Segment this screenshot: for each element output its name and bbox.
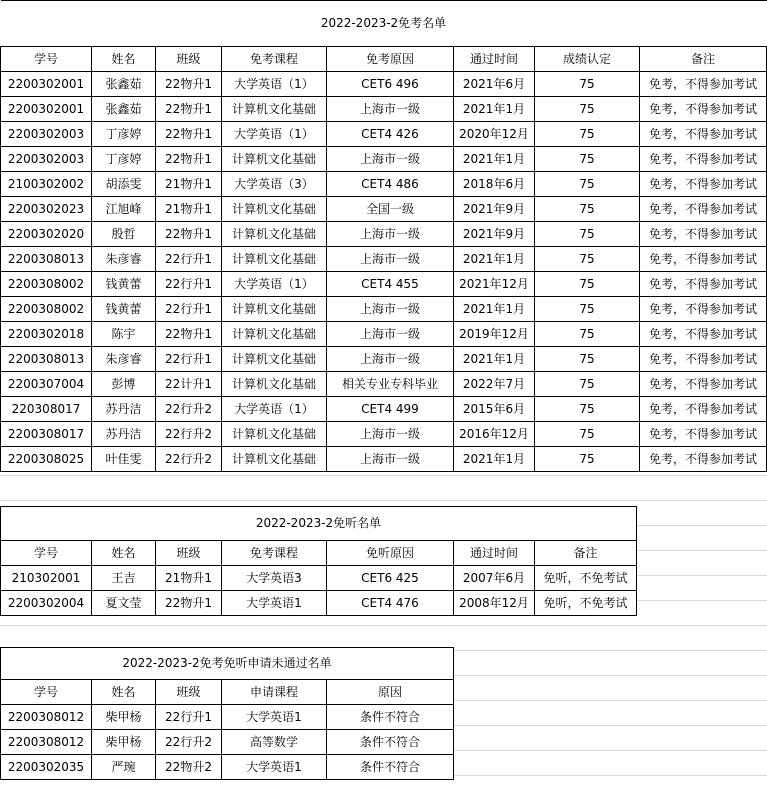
table-cell: 条件不符合 xyxy=(327,730,454,755)
table-cell: CET4 486 xyxy=(327,172,454,197)
column-header: 原因 xyxy=(327,680,454,705)
table-cell: 殷哲 xyxy=(92,222,156,247)
table-cell: 柴甲杨 xyxy=(92,730,156,755)
table-cell: 王吉 xyxy=(92,566,156,591)
rejected-title: 2022-2023-2免考免听申请未通过名单 xyxy=(1,648,454,680)
table-cell: 2008年12月 xyxy=(454,591,535,616)
table-cell: 2018年6月 xyxy=(454,172,535,197)
table-cell: 22计升1 xyxy=(156,372,222,397)
table-row xyxy=(1,447,767,472)
table-cell: 上海市一级 xyxy=(327,422,454,447)
table-cell: 免考，不得参加考试 xyxy=(640,197,767,222)
table-cell: 大学英语1 xyxy=(222,755,327,780)
table-cell: 免听，不免考试 xyxy=(535,591,637,616)
table-cell: 2200302004 xyxy=(1,591,92,616)
table-cell: 条件不符合 xyxy=(327,705,454,730)
table-row xyxy=(1,297,767,322)
table-row xyxy=(1,247,767,272)
table-cell: 全国一级 xyxy=(327,197,454,222)
column-header: 姓名 xyxy=(92,680,156,705)
table-cell: 220308017 xyxy=(1,397,92,422)
table-cell: 75 xyxy=(535,222,640,247)
table-row xyxy=(1,322,767,347)
table-row xyxy=(1,372,767,397)
table-cell: 2200308025 xyxy=(1,447,92,472)
column-header: 免考原因 xyxy=(327,47,454,72)
table-cell: 22物升1 xyxy=(156,591,222,616)
table-row xyxy=(1,397,767,422)
column-header: 班级 xyxy=(156,47,222,72)
table-cell: 75 xyxy=(535,72,640,97)
column-header: 免听原因 xyxy=(327,541,454,566)
table-row xyxy=(1,422,767,447)
table-cell: 75 xyxy=(535,297,640,322)
table-row xyxy=(1,222,767,247)
table-cell: 22行升2 xyxy=(156,422,222,447)
table-cell: 计算机文化基础 xyxy=(222,222,327,247)
table-cell: 朱彦睿 xyxy=(92,247,156,272)
table-cell: 苏丹洁 xyxy=(92,422,156,447)
table-cell: 75 xyxy=(535,272,640,297)
table-cell: 22物升2 xyxy=(156,755,222,780)
table-cell: 叶佳雯 xyxy=(92,447,156,472)
column-header: 通过时间 xyxy=(454,47,535,72)
table-cell: 22行升2 xyxy=(156,730,222,755)
table-cell: 2200302018 xyxy=(1,322,92,347)
table-cell: 75 xyxy=(535,447,640,472)
table-cell: 大学英语3 xyxy=(222,566,327,591)
table-cell: CET4 499 xyxy=(327,397,454,422)
table-cell: 计算机文化基础 xyxy=(222,447,327,472)
table-cell: 2200302001 xyxy=(1,72,92,97)
table-cell: 2016年12月 xyxy=(454,422,535,447)
table-cell: 张鑫茹 xyxy=(92,97,156,122)
table-cell: 210302001 xyxy=(1,566,92,591)
table-cell: CET6 496 xyxy=(327,72,454,97)
table-cell: 免听，不免考试 xyxy=(535,566,637,591)
column-header: 班级 xyxy=(156,541,222,566)
table-cell: 免考，不得参加考试 xyxy=(640,172,767,197)
table-cell: 免考，不得参加考试 xyxy=(640,397,767,422)
table-cell: 高等数学 xyxy=(222,730,327,755)
table-cell: 大学英语1 xyxy=(222,591,327,616)
table-cell: 2019年12月 xyxy=(454,322,535,347)
table-cell: 22物升1 xyxy=(156,147,222,172)
table-cell: 2007年6月 xyxy=(454,566,535,591)
table-cell: 大学英语（1） xyxy=(222,397,327,422)
table-cell: 75 xyxy=(535,172,640,197)
table-cell: 计算机文化基础 xyxy=(222,297,327,322)
table-cell: 21物升1 xyxy=(156,197,222,222)
table-cell: 22行升1 xyxy=(156,297,222,322)
table-cell: 2021年1月 xyxy=(454,447,535,472)
table-cell: 朱彦睿 xyxy=(92,347,156,372)
column-header: 免考课程 xyxy=(222,47,327,72)
column-header: 免考课程 xyxy=(222,541,327,566)
column-header: 姓名 xyxy=(92,47,156,72)
table-cell: 2021年1月 xyxy=(454,97,535,122)
table-cell: 大学英语（1） xyxy=(222,72,327,97)
table-cell: 22物升1 xyxy=(156,222,222,247)
table-cell: 夏文莹 xyxy=(92,591,156,616)
table-cell: 2200302020 xyxy=(1,222,92,247)
table-cell: 陈宇 xyxy=(92,322,156,347)
table-cell: 2015年6月 xyxy=(454,397,535,422)
table-cell: 计算机文化基础 xyxy=(222,322,327,347)
table-cell: 免考，不得参加考试 xyxy=(640,147,767,172)
table-cell: 2200308013 xyxy=(1,347,92,372)
table-cell: 22物升1 xyxy=(156,122,222,147)
table-cell: 22行升1 xyxy=(156,272,222,297)
table-cell: 2021年1月 xyxy=(454,347,535,372)
table-cell: 75 xyxy=(535,197,640,222)
table-cell: 2021年9月 xyxy=(454,222,535,247)
table-cell: 上海市一级 xyxy=(327,97,454,122)
table-cell: 2200308012 xyxy=(1,730,92,755)
table-cell: 免考，不得参加考试 xyxy=(640,322,767,347)
table-cell: CET4 476 xyxy=(327,591,454,616)
table-cell: 2200302003 xyxy=(1,147,92,172)
table-cell: 上海市一级 xyxy=(327,297,454,322)
table-cell: 江旭峰 xyxy=(92,197,156,222)
table-cell: CET4 455 xyxy=(327,272,454,297)
table-cell: 22行升1 xyxy=(156,705,222,730)
table-cell: 条件不符合 xyxy=(327,755,454,780)
table-cell: CET6 425 xyxy=(327,566,454,591)
table-cell: 苏丹洁 xyxy=(92,397,156,422)
table-cell: 免考，不得参加考试 xyxy=(640,122,767,147)
table-cell: 上海市一级 xyxy=(327,347,454,372)
table-row xyxy=(1,122,767,147)
table-cell: 2200308002 xyxy=(1,297,92,322)
table-cell: 22物升1 xyxy=(156,322,222,347)
table-cell: 2021年1月 xyxy=(454,247,535,272)
table-cell: 钱黄蕾 xyxy=(92,297,156,322)
table-row xyxy=(1,347,767,372)
table-cell: 2200308017 xyxy=(1,422,92,447)
table-cell: 2021年1月 xyxy=(454,147,535,172)
table-cell: 免考，不得参加考试 xyxy=(640,72,767,97)
column-header: 备注 xyxy=(535,541,637,566)
table-cell: 75 xyxy=(535,397,640,422)
table-cell: 21物升1 xyxy=(156,172,222,197)
table-cell: 计算机文化基础 xyxy=(222,372,327,397)
table-cell: 2200302035 xyxy=(1,755,92,780)
table-cell: 张鑫茹 xyxy=(92,72,156,97)
table-cell: 免考，不得参加考试 xyxy=(640,272,767,297)
table-cell: CET4 426 xyxy=(327,122,454,147)
column-header: 备注 xyxy=(640,47,767,72)
table-cell: 钱黄蕾 xyxy=(92,272,156,297)
table-cell: 免考，不得参加考试 xyxy=(640,222,767,247)
table-cell: 2200302023 xyxy=(1,197,92,222)
column-header: 班级 xyxy=(156,680,222,705)
table-cell: 上海市一级 xyxy=(327,222,454,247)
table-row xyxy=(1,147,767,172)
table-cell: 21物升1 xyxy=(156,566,222,591)
table-cell: 2021年12月 xyxy=(454,272,535,297)
column-header: 学号 xyxy=(1,541,92,566)
table-cell: 75 xyxy=(535,347,640,372)
table-cell: 计算机文化基础 xyxy=(222,147,327,172)
table-cell: 丁彦婷 xyxy=(92,147,156,172)
table-cell: 22物升1 xyxy=(156,72,222,97)
table-cell: 上海市一级 xyxy=(327,147,454,172)
table-cell: 大学英语1 xyxy=(222,705,327,730)
table-row xyxy=(1,197,767,222)
table-cell: 2200302003 xyxy=(1,122,92,147)
table-cell: 75 xyxy=(535,97,640,122)
table-cell: 免考，不得参加考试 xyxy=(640,347,767,372)
table-cell: 2021年6月 xyxy=(454,72,535,97)
table-cell: 2200308013 xyxy=(1,247,92,272)
exam-exempt-title: 2022-2023-2免考名单 xyxy=(1,1,767,47)
table-cell: 75 xyxy=(535,422,640,447)
table-cell: 2021年9月 xyxy=(454,197,535,222)
listen-exempt-table xyxy=(0,506,637,616)
table-row xyxy=(1,97,767,122)
table-cell: 大学英语（1） xyxy=(222,272,327,297)
rejected-table xyxy=(0,647,454,780)
table-cell: 22行升2 xyxy=(156,397,222,422)
listen-exempt-header-row xyxy=(1,541,637,566)
table-row xyxy=(1,272,767,297)
column-header: 申请课程 xyxy=(222,680,327,705)
table-cell: 免考，不得参加考试 xyxy=(640,372,767,397)
table-cell: 22行升1 xyxy=(156,247,222,272)
table-cell: 大学英语（1） xyxy=(222,122,327,147)
table-row xyxy=(1,755,454,780)
table-cell: 2200308012 xyxy=(1,705,92,730)
table-cell: 免考，不得参加考试 xyxy=(640,247,767,272)
table-cell: 22行升1 xyxy=(156,347,222,372)
table-cell: 丁彦婷 xyxy=(92,122,156,147)
table-cell: 2100302002 xyxy=(1,172,92,197)
column-header: 学号 xyxy=(1,680,92,705)
table-cell: 相关专业专科毕业 xyxy=(327,372,454,397)
table-cell: 计算机文化基础 xyxy=(222,97,327,122)
column-header: 姓名 xyxy=(92,541,156,566)
table-cell: 大学英语（3） xyxy=(222,172,327,197)
table-cell: 计算机文化基础 xyxy=(222,197,327,222)
column-header: 通过时间 xyxy=(454,541,535,566)
table-cell: 22物升1 xyxy=(156,97,222,122)
table-cell: 上海市一级 xyxy=(327,447,454,472)
table-cell: 上海市一级 xyxy=(327,247,454,272)
table-row xyxy=(1,705,454,730)
table-cell: 上海市一级 xyxy=(327,322,454,347)
table-cell: 免考，不得参加考试 xyxy=(640,447,767,472)
table-cell: 免考，不得参加考试 xyxy=(640,297,767,322)
table-cell: 75 xyxy=(535,247,640,272)
table-cell: 计算机文化基础 xyxy=(222,347,327,372)
listen-exempt-title: 2022-2023-2免听名单 xyxy=(1,507,637,541)
exam-exempt-header-row xyxy=(1,47,767,72)
table-cell: 2020年12月 xyxy=(454,122,535,147)
table-cell: 2021年1月 xyxy=(454,297,535,322)
table-cell: 柴甲杨 xyxy=(92,705,156,730)
table-cell: 2200307004 xyxy=(1,372,92,397)
table-cell: 彭博 xyxy=(92,372,156,397)
table-row xyxy=(1,591,637,616)
table-row xyxy=(1,566,637,591)
table-cell: 75 xyxy=(535,322,640,347)
table-cell: 2022年7月 xyxy=(454,372,535,397)
table-row xyxy=(1,72,767,97)
table-cell: 75 xyxy=(535,147,640,172)
table-cell: 免考，不得参加考试 xyxy=(640,97,767,122)
rejected-header-row xyxy=(1,680,454,705)
table-cell: 2200302001 xyxy=(1,97,92,122)
table-cell: 计算机文化基础 xyxy=(222,247,327,272)
table-cell: 75 xyxy=(535,122,640,147)
table-cell: 胡添雯 xyxy=(92,172,156,197)
table-row xyxy=(1,730,454,755)
table-cell: 严琬 xyxy=(92,755,156,780)
column-header: 成绩认定 xyxy=(535,47,640,72)
table-cell: 2200308002 xyxy=(1,272,92,297)
table-cell: 22行升2 xyxy=(156,447,222,472)
table-cell: 计算机文化基础 xyxy=(222,422,327,447)
table-cell: 75 xyxy=(535,372,640,397)
table-row xyxy=(1,172,767,197)
table-cell: 免考，不得参加考试 xyxy=(640,422,767,447)
column-header: 学号 xyxy=(1,47,92,72)
